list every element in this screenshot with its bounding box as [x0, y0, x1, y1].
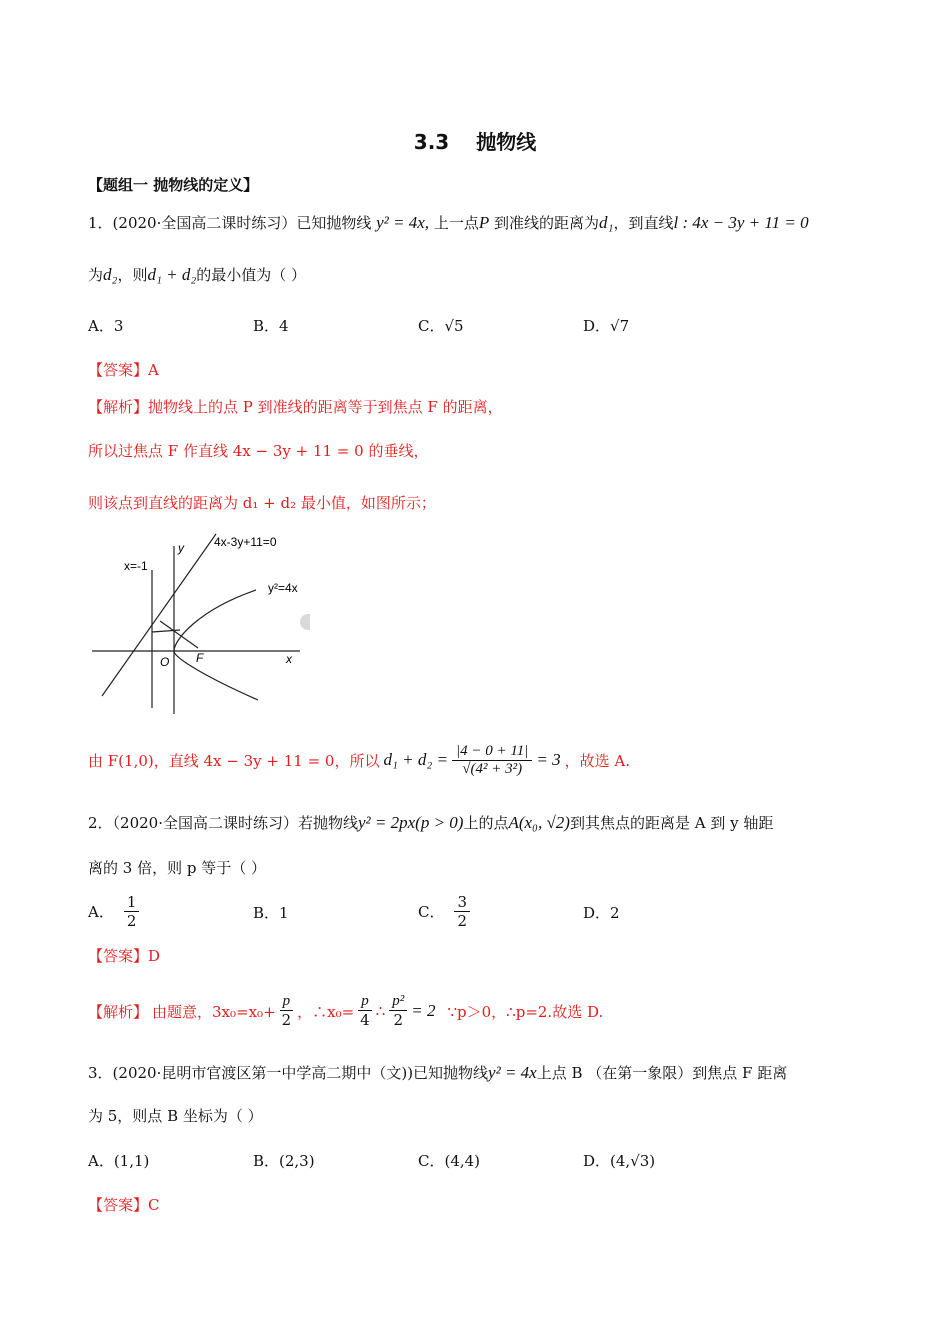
fraction: [280, 993, 294, 1029]
fraction: [454, 893, 470, 930]
origin-label: O: [160, 655, 170, 669]
fraction-denominator: 2: [457, 911, 468, 930]
y-label: y: [178, 541, 184, 555]
q3-option-c: C．(4,4): [418, 1152, 481, 1170]
q1-option-b: B．4: [253, 317, 289, 335]
q3-option-b: B．(2,3): [253, 1152, 315, 1170]
fraction-numerator: p²: [389, 993, 407, 1011]
q2-option-d: D．2: [583, 904, 620, 922]
fraction-numerator: p: [280, 993, 294, 1011]
q1-final-lhs: d₁ + d₂ =: [383, 750, 448, 769]
line-4x-3y-11: [102, 534, 216, 696]
q1-text: 的最小值为（ ）: [196, 266, 307, 284]
parabola-label: y²=4x: [268, 581, 298, 595]
parabola-curve: [174, 590, 258, 700]
q2-option-c: [418, 888, 470, 934]
q2-expl-text: ∵p＞0，∴p=2.故选 D.: [447, 1002, 604, 1021]
line-label: 4x-3y+11=0: [214, 535, 277, 549]
q1-d2: d₂: [103, 265, 118, 284]
q2-expl-eq: = 2: [411, 1001, 436, 1020]
q1-parabola-eq: y² = 4x,: [376, 213, 430, 232]
q1-option-c: C．√5: [418, 317, 464, 335]
q1-figure: [88, 528, 318, 720]
fraction-numerator: 3: [454, 893, 470, 912]
q1-source: 1．(2020·全国高二课时练习）已知抛物线: [88, 214, 372, 232]
q1-line2: [88, 264, 306, 285]
q1-text: 到准线的距离为: [494, 214, 600, 232]
q1-d1: d₁: [599, 213, 614, 232]
q1-text: ，则: [117, 266, 148, 284]
q2-expl-text: ∴: [375, 1002, 386, 1020]
q1-text: ，到直线: [613, 214, 674, 232]
q3-text: 上点 B （在第一象限）到焦点 F 距离: [536, 1064, 788, 1082]
x-label: x: [286, 652, 292, 666]
directrix-label: x=-1: [124, 559, 148, 573]
q2-expl-text: ，∴x₀=: [297, 1002, 355, 1021]
explanation-label: 【解析】: [88, 1002, 149, 1021]
q1-line-eq: l : 4x − 3y + 11 = 0: [673, 213, 809, 232]
q3-answer: 【答案】C: [88, 1196, 160, 1214]
fraction-denominator: √(4² + 3²): [462, 760, 523, 777]
q2-expl-text: 由题意，3x₀=x₀+: [152, 1002, 276, 1021]
q2-parabola-eq: y² = 2px(p > 0): [358, 813, 464, 832]
q3-option-a: A．(1,1): [88, 1152, 150, 1170]
page-title: 3.3 抛物线: [413, 130, 537, 154]
q1-final: [88, 738, 630, 782]
q1-final-suffix: ，故选 A.: [564, 751, 630, 770]
q1-final-rhs: = 3: [536, 750, 561, 769]
q3-parabola-eq: y² = 4x: [488, 1063, 537, 1082]
q2-option-a: [88, 888, 139, 934]
fraction-denominator: 2: [281, 1011, 292, 1029]
q1-option-d: D．√7: [583, 317, 630, 335]
scroll-marker: [300, 614, 310, 630]
q2-answer: 【答案】D: [88, 947, 161, 965]
q1-point-p: P: [478, 213, 490, 232]
group-heading: 【题组一 抛物线的定义】: [88, 176, 259, 194]
option-label: A．: [88, 902, 114, 921]
q1-text: 为: [88, 266, 104, 284]
fraction-denominator: 2: [393, 1011, 404, 1029]
fraction: [124, 893, 140, 930]
q1-expl-text: 抛物线上的点 P 到准线的距离等于到焦点 F 的距离，: [148, 398, 503, 416]
q1-explanation-3: 则该点到直线的距离为 d₁ + d₂ 最小值，如图所示；: [88, 494, 436, 512]
q1-final-text: 由 F(1,0)，直线 4x − 3y + 11 = 0，所以: [88, 751, 380, 770]
q1-answer: 【答案】A: [88, 361, 159, 379]
q3-option-d: D．(4,√3): [583, 1152, 656, 1170]
q1-line1: [88, 212, 809, 233]
q2-option-b: B．1: [253, 904, 289, 922]
q1-explanation-1: [88, 396, 503, 417]
fraction-denominator: 4: [360, 1011, 370, 1029]
q3-line1: [88, 1062, 787, 1083]
q2-line2: 离的 3 倍，则 p 等于（ ）: [88, 859, 266, 877]
q1-sum: d₁ + d₂: [147, 265, 197, 284]
fraction: [358, 993, 372, 1029]
option-label: C．: [418, 902, 445, 921]
fraction-numerator: p: [358, 993, 372, 1011]
q1-final-fraction: [452, 743, 532, 778]
fraction: [389, 993, 407, 1029]
focus-label: F: [196, 651, 204, 665]
q2-source: 2．（2020·全国高二课时练习）若抛物线: [88, 814, 358, 832]
q2-text: 到其焦点的距离是 A 到 y 轴距: [569, 814, 774, 832]
q2-line1: [88, 812, 773, 833]
q1-explanation-2: 所以过焦点 F 作直线 4x − 3y + 11 = 0 的垂线，: [88, 442, 429, 460]
q1-text: 上一点: [433, 214, 479, 232]
q1-option-a: A．3: [88, 317, 124, 335]
q2-text: 上的点: [463, 814, 509, 832]
q2-explanation: [88, 988, 603, 1034]
explanation-label: 【解析】: [88, 398, 149, 416]
q3-line2: 为 5，则点 B 坐标为（ ）: [88, 1107, 263, 1125]
fraction-numerator: |4 − 0 + 11|: [452, 743, 532, 761]
q3-source: 3．(2020·昆明市官渡区第一中学高二期中（文))已知抛物线: [88, 1064, 489, 1082]
q2-point-a: A(x₀, √2): [508, 813, 570, 832]
fraction-denominator: 2: [126, 911, 137, 930]
fraction-numerator: 1: [124, 893, 140, 912]
